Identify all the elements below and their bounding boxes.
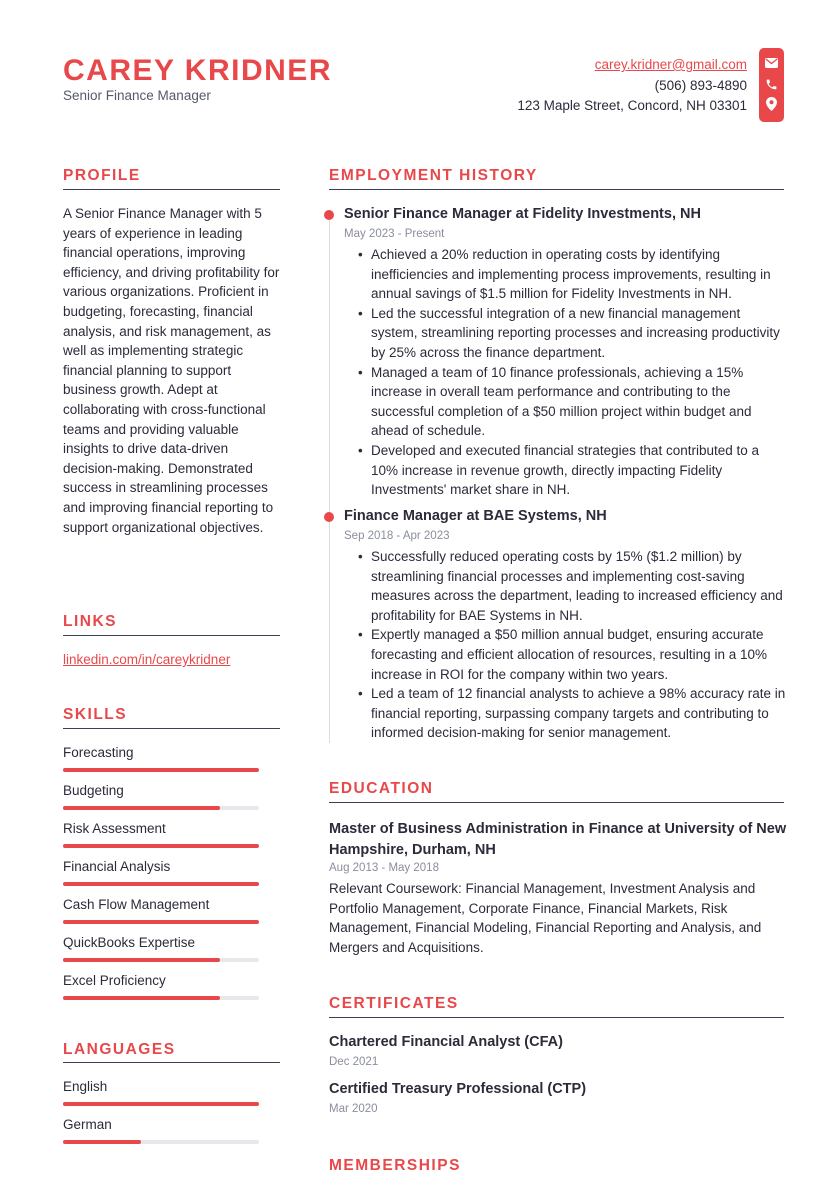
phone-number: (506) 893-4890 [654,77,747,93]
links-heading: LINKS [63,613,117,630]
achievement-item: • Led the successful integration of a new financial management system, streamlining reporting processes and increasing productivity by 25% across the finance department. [356,304,786,363]
envelope-icon [759,53,784,73]
achievement-item: • Led a team of 12 financial analysts to achieve a 98% accuracy rate in financial reporting, surpassing company targets and contributing to informed decision-making for senior management. [356,684,786,743]
achievement-item: • Developed and executed financial strategies that contributed to a 10% increase in revenue growth, directly impacting Fidelity Investments' market share in NH. [356,441,786,500]
job-achievements [356,547,786,743]
skill-level-fill [63,768,259,772]
contact-info [517,55,747,117]
skill-level-fill [63,996,220,1000]
employment-divider [329,189,784,190]
degree-dates: Aug 2013 - May 2018 [329,862,439,874]
skill-level-bar [63,768,259,772]
skill-item [63,857,259,876]
skill-label: QuickBooks Expertise [63,935,196,950]
timeline-dot [324,512,334,522]
education-divider [329,802,784,803]
contact-icon-bar [759,48,784,122]
certificate-date: Dec 2021 [329,1056,379,1068]
location-pin-icon [759,94,784,114]
job-position-title: Senior Finance Manager at Fidelity Investments, NH [344,206,701,222]
achievement-item: • Successfully reduced operating costs by 15% ($1.2 million) by streamlining financial processes and implementing cost-saving measures across the department, leading to increased efficiency and profitability for BAE Systems in NH. [356,547,786,625]
memberships-heading: MEMBERSHIPS [329,1157,461,1174]
language-item [63,1115,259,1134]
profile-summary: A Senior Finance Manager with 5 years of experience in leading financial operations, improving efficiency, and driving profitability for various organizations. Proficient in budgeting, forecasting, financial analysis, and risk management, as well as implementing strategic financial planning to support business growth. Adept at collaborating with cross-functional teams and providing valuable insights to drive data-driven decision-making. Demonstrated success in streamlining processes and improving financial reporting to support organizational objectives. [63,206,280,535]
language-item [63,1077,259,1096]
job-dates: Sep 2018 - Apr 2023 [344,530,450,542]
phone-icon [759,74,784,94]
employment-heading: EMPLOYMENT HISTORY [329,167,538,184]
certificate-title: Chartered Financial Analyst (CFA) [329,1034,563,1050]
certificates-heading: CERTIFICATES [329,995,459,1012]
achievement-item: • Expertly managed a $50 million annual budget, ensuring accurate forecasting and efficient allocation of resources, resulting in a 10% increase in ROI for the company within two years. [356,625,786,684]
skill-label: Financial Analysis [63,859,171,874]
email-link[interactable]: carey.kridner@gmail.com [594,57,747,72]
language-level-fill [63,1140,141,1144]
certificates-divider [329,1017,784,1018]
achievement-item: • Managed a team of 10 finance professionals, achieving a 15% increase in overall team performance and contributing to the successful completion of a $50 million project within budget and ahead of schedule. [356,363,786,441]
job-achievements [356,245,786,500]
skill-label: Excel Proficiency [63,973,166,988]
skill-item [63,933,259,952]
skill-item [63,743,259,762]
skill-item [63,895,259,914]
achievement-item: • Achieved a 20% reduction in operating costs by identifying inefficiencies and implementing process improvements, resulting in annual savings of $1.5 million for Fidelity Investments in NH. [356,245,786,304]
job-dates: May 2023 - Present [344,228,445,240]
skill-level-fill [63,844,259,848]
skill-level-bar [63,806,259,810]
skill-label: Forecasting [63,745,134,760]
skill-item [63,781,259,800]
certificate-title: Certified Treasury Professional (CTP) [329,1081,587,1097]
languages-divider [63,1062,280,1063]
certificate-date: Mar 2020 [329,1103,378,1115]
language-level-bar [63,1102,259,1106]
language-label: German [63,1117,112,1132]
skills-divider [63,728,280,729]
skill-label: Cash Flow Management [63,897,210,912]
skill-level-fill [63,882,259,886]
skill-level-bar [63,882,259,886]
skill-level-bar [63,958,259,962]
skill-item [63,971,259,990]
skill-level-bar [63,844,259,848]
language-level-bar [63,1140,259,1144]
skill-level-bar [63,920,259,924]
linkedin-link[interactable]: linkedin.com/in/careykridner [63,652,231,667]
degree-title: Master of Business Administration in Finance at University of New Hampshire, Durham, NH [329,821,787,858]
address: 123 Maple Street, Concord, NH 03301 [517,98,747,113]
skills-heading: SKILLS [63,706,128,723]
skill-level-bar [63,996,259,1000]
timeline-line [329,214,330,743]
skill-level-fill [63,920,259,924]
links-divider [63,635,280,636]
skill-level-fill [63,806,220,810]
profile-heading: PROFILE [63,167,141,184]
degree-description: Relevant Coursework: Financial Management, Investment Analysis and Portfolio Management, Corporate Finance, Financial Markets, Risk Management, Financial Modeling, Financial Reporting and Analysis, and Mergers and Acquisitions. [329,881,762,955]
skill-label: Risk Assessment [63,821,166,836]
languages-heading: LANGUAGES [63,1041,176,1058]
skill-item [63,819,259,838]
skill-level-fill [63,958,220,962]
skill-label: Budgeting [63,783,124,798]
job-position-title: Finance Manager at BAE Systems, NH [344,508,607,524]
education-heading: EDUCATION [329,780,434,797]
language-label: English [63,1079,108,1094]
language-level-fill [63,1102,259,1106]
job-title: Senior Finance Manager [63,88,211,103]
candidate-name: CAREY KRIDNER [63,54,332,87]
profile-divider [63,189,280,190]
timeline-dot [324,210,334,220]
